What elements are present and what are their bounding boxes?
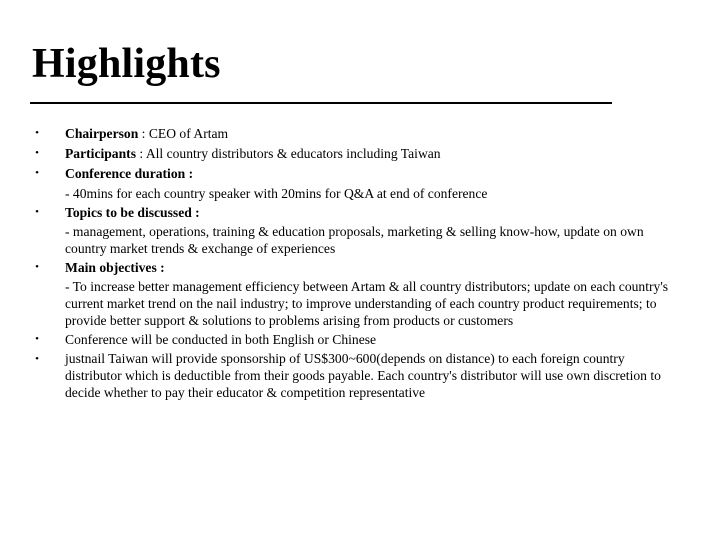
- slide-title: Highlights: [32, 41, 221, 87]
- bullet-subtext: - 40mins for each country speaker with 20mins for Q&A at end of conference: [65, 185, 488, 201]
- bullet-text: justnail Taiwan will provide sponsorship of US$300~600(depends on distance) to each foreign country distributor which is deductible from their goods payable. Each country's distributor will use own discretion to decide whether to pay their educator & competition representative: [65, 351, 661, 401]
- bullet-heading: Participants: [65, 146, 136, 162]
- bullet-icon: •: [35, 332, 39, 345]
- bullet-icon: •: [35, 127, 39, 139]
- bullet-text: CEO of Artam: [148, 126, 229, 141]
- bullet-item-main-objectives: [32, 258, 682, 330]
- bullet-separator: :: [135, 146, 146, 162]
- bullet-item-conference-duration: [32, 164, 682, 202]
- bullet-separator: :: [138, 126, 149, 141]
- bullet-subtext: - To increase better management efficiency between Artam & all country distributors; update on each country's current market trend on the nail industry; to improve understanding of each country product requirements; to provide better support & solutions to problems arising from products or customers: [65, 279, 669, 329]
- bullet-icon: •: [35, 167, 39, 180]
- bullet-text: Conference will be conducted in both English or Chinese: [65, 331, 377, 347]
- bullet-item-participants: [32, 144, 682, 164]
- title-underline: [30, 102, 612, 104]
- bullet-list: [32, 124, 682, 402]
- bullet-item-topics: [32, 203, 682, 258]
- bullet-item-sponsorship: [32, 350, 682, 401]
- bullet-heading: Conference duration :: [65, 166, 194, 182]
- bullet-icon: •: [35, 205, 39, 218]
- bullet-heading: Topics to be discussed :: [65, 204, 200, 220]
- bullet-subtext: - management, operations, training & education proposals, marketing & selling know-how, update on own country market trends & exchange of experiences: [65, 224, 644, 257]
- bullet-text: All country distributors & educators including Taiwan: [145, 146, 441, 162]
- bullet-heading: Chairperson: [65, 126, 139, 141]
- bullet-heading: Main objectives :: [65, 259, 165, 275]
- bullet-icon: •: [35, 147, 39, 160]
- bullet-icon: •: [35, 260, 39, 273]
- bullet-item-chairperson: [32, 124, 682, 144]
- bullet-item-language: [32, 330, 682, 350]
- bullet-icon: •: [35, 353, 39, 366]
